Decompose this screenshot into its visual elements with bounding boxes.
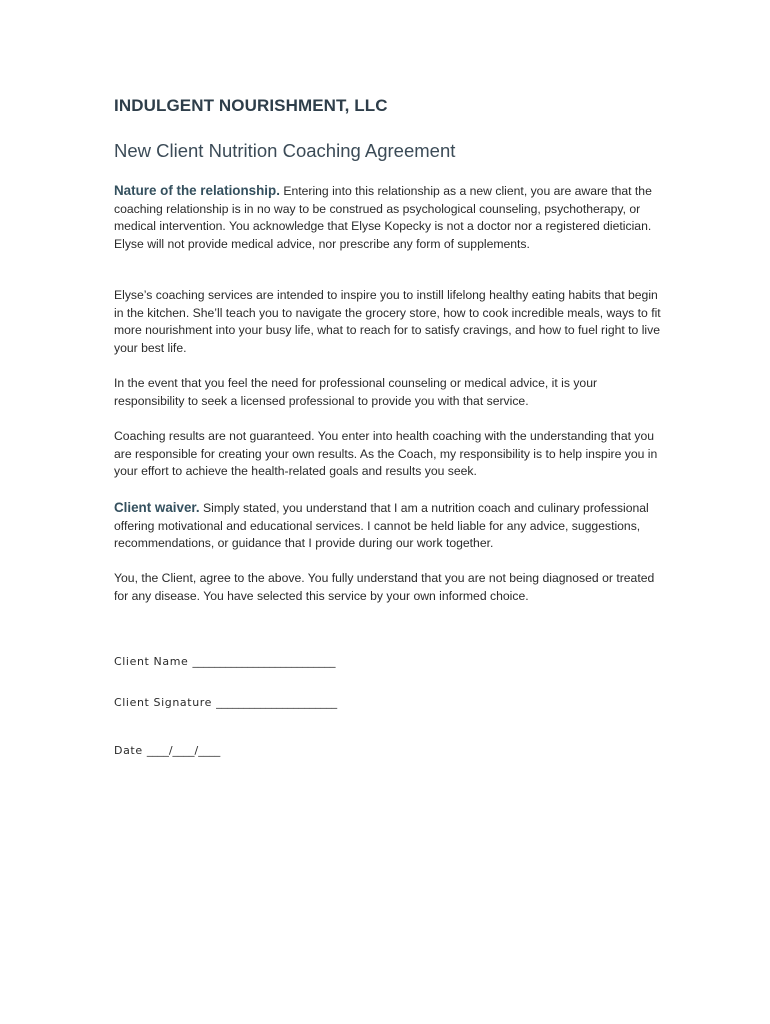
client-waiver-heading: Client waiver. <box>114 500 200 515</box>
nature-of-relationship-heading: Nature of the relationship. <box>114 183 280 198</box>
document-title: New Client Nutrition Coaching Agreement <box>114 140 456 161</box>
client-signature-label: Client Signature <box>114 696 213 709</box>
client-signature-row <box>114 696 337 709</box>
company-name: INDULGENT NOURISHMENT, LLC <box>114 96 388 115</box>
client-agreement-paragraph: You, the Client, agree to the above. You fully understand that you are not being diagnosed or treated for any disease. You have selected this service by your own informed choice. <box>114 571 655 603</box>
client-name-row <box>114 655 336 668</box>
coaching-results-paragraph: Coaching results are not guaranteed. You enter into health coaching with the understanding that you are responsible for creating your own results. As the Coach, my responsibility is to help inspire you in your effort to achieve the health-related goals and results you seek. <box>114 429 658 479</box>
professional-counseling-paragraph: In the event that you feel the need for professional counseling or medical advice, it is your responsibility to seek a licensed professional to provide you with that service. <box>114 376 598 408</box>
coaching-services-paragraph: Elyse’s coaching services are intended to inspire you to instill lifelong healthy eating habits that begin in the kitchen. She’ll teach you to navigate the grocery store, how to cook incredible meals, ways to fit more nourishment into your busy life, what to reach for to satisfy cravings, and how to fuel right to live your best life. <box>114 288 661 355</box>
date-label: Date <box>114 744 143 757</box>
nature-of-relationship-paragraph <box>114 182 662 253</box>
client-waiver-text: Simply stated, you understand that I am a nutrition coach and culinary professional offering motivational and educational services. I cannot be held liable for any advice, suggestions, recommendations, or guidance that I provide during our work together. <box>114 501 649 551</box>
nature-of-relationship-text: Entering into this relationship as a new client, you are aware that the coaching relationship is in no way to be construed as psychological counseling, psychotherapy, or medical intervention. You acknowledge that Elyse Kopecky is not a doctor nor a registered dietician. Elyse will not provide medical advice, nor prescribe any form of supplements. <box>114 184 652 251</box>
client-name-label: Client Name <box>114 655 189 668</box>
date-field[interactable]: ____/____/____ <box>146 744 221 757</box>
date-row <box>114 744 220 757</box>
client-name-field[interactable]: __________________________ <box>192 655 336 668</box>
client-signature-field[interactable]: ______________________ <box>216 696 338 709</box>
client-waiver-paragraph <box>114 499 662 553</box>
